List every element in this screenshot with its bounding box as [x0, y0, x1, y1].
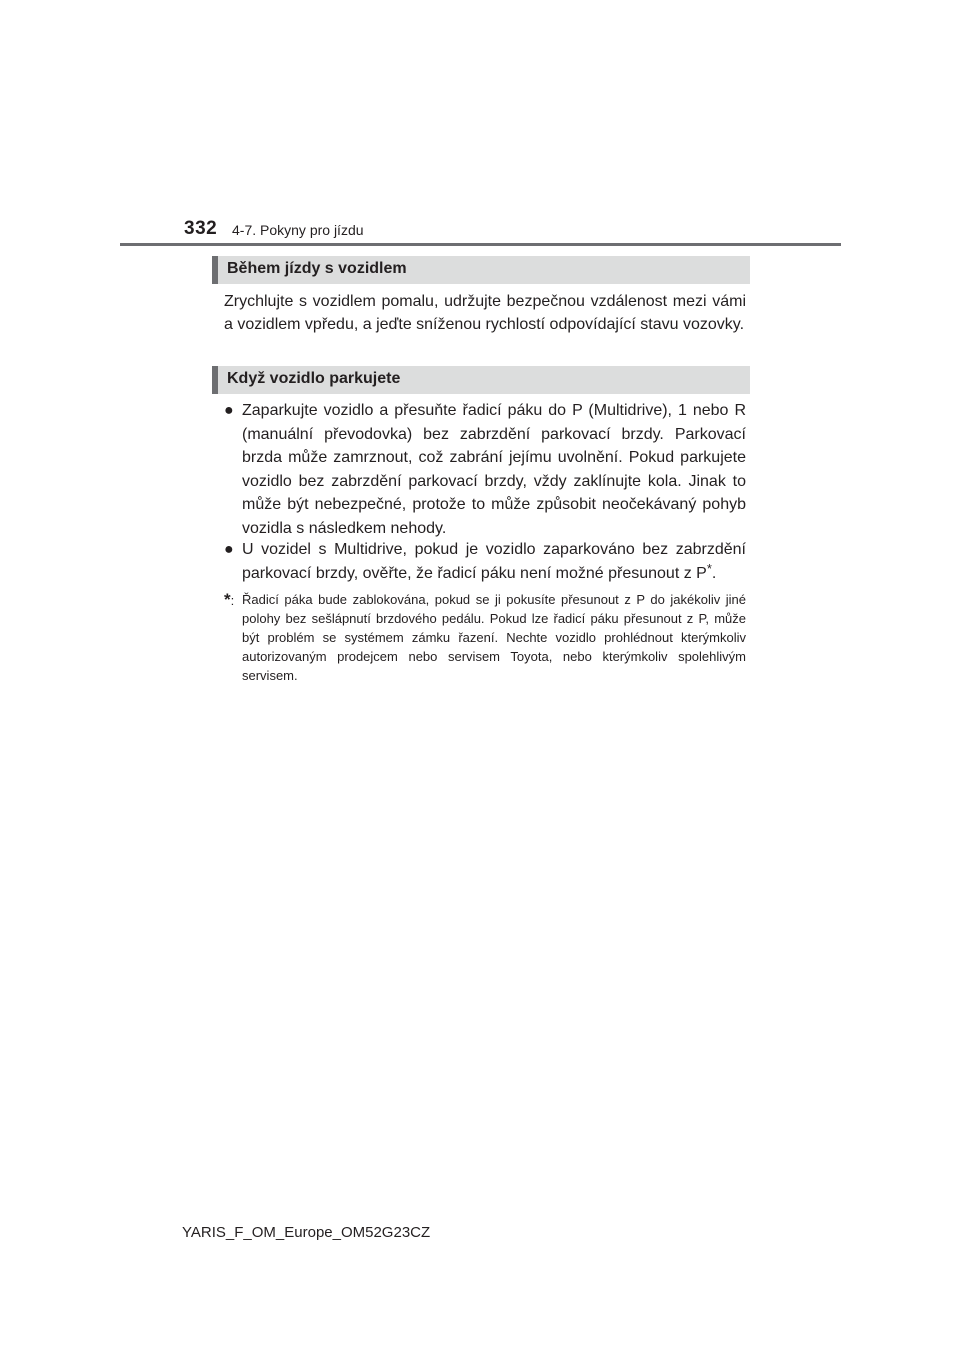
section-heading-parking — [212, 366, 750, 394]
document-code: YARIS_F_OM_Europe_OM52G23CZ — [182, 1224, 431, 1241]
footnote-separator: : — [230, 593, 235, 608]
bullet-dot-icon: ● — [224, 402, 234, 419]
parking-bullet-2-text — [242, 538, 746, 585]
parking-bullet-1-text: Zaparkujte vozidlo a přesuňte řadicí páku do P (Multidrive), 1 nebo R (manuální převodovka) bez zabrzdění parkovací brzdy. Parkovací brzda může zamrznout, což zabrání jejímu uvolnění. Pokud parkujete vozidlo bez zabrzdění parkovací brzdy, vždy zaklínujte kola. Jinak to může být nebezpečné, protože to může způsobit neočekávaný pohyb vozidla s následkem nehody. — [242, 402, 746, 537]
footnote-mark — [224, 590, 234, 610]
header-rule — [120, 243, 841, 246]
driving-paragraph: Zrychlujte s vozidlem pomalu, udržujte bezpečnou vzdálenost mezi vámi a vozidlem vpředu, a jeďte sníženou rychlostí odpovídající stavu vozovky. — [224, 293, 746, 333]
parking-bullet-2-body: U vozidel s Multidrive, pokud je vozidlo zaparkováno bez zabrzdění parkovací brzdy, ověřte, že řadicí páku není možné přesunout z P — [242, 541, 746, 582]
page-number: 332 — [184, 218, 218, 239]
section-reference: 4-7. Pokyny pro jízdu — [232, 222, 364, 238]
section-heading-driving — [212, 256, 750, 284]
asterisk-reference: * — [706, 560, 712, 576]
footnote-asterisk: * — [224, 590, 231, 609]
bullet-dot-icon: ● — [224, 541, 234, 558]
section-heading-driving-text: Během jízdy s vozidlem — [227, 260, 407, 277]
section-heading-parking-text: Když vozidlo parkujete — [227, 370, 401, 387]
sentence-end: . — [711, 564, 717, 582]
footnote-text: Řadicí páka bude zablokována, pokud se ji pokusíte přesunout z P do jakékoliv jiné polohy bez sešlápnutí brzdového pedálu. Pokud lze řadicí páku přesunout z P, může být problém se systémem zámku řazení. Nechte vozidlo prohlédnout kterýmkoliv autorizovaným prodejcem nebo servisem Toyota, nebo kterýmkoliv spolehlivým servisem. — [242, 592, 746, 683]
